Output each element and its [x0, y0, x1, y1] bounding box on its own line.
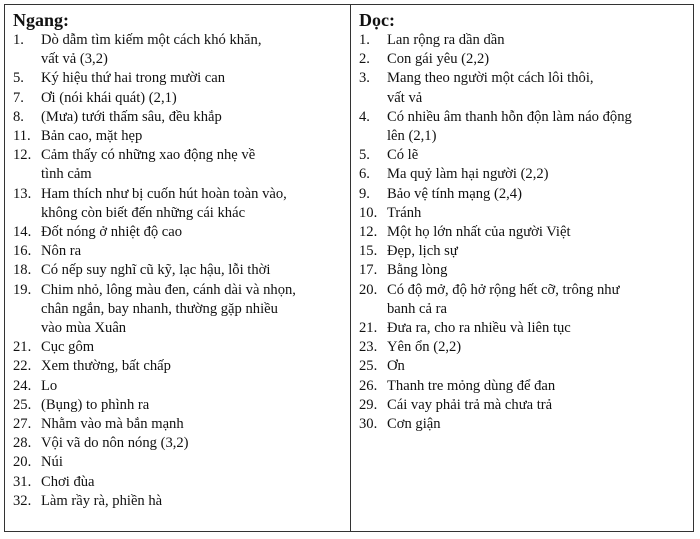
clue-number: 21.: [359, 320, 378, 337]
clue-text: Cơn giận: [387, 416, 441, 433]
clue-number: 27.: [13, 416, 32, 433]
down-clue: [359, 281, 685, 319]
down-clue: [359, 242, 685, 261]
across-clue: [13, 261, 342, 280]
clue-number: 5.: [359, 147, 370, 164]
clue-text: Yên ổn (2,2): [387, 339, 462, 356]
clue-number: 7.: [13, 89, 24, 106]
across-clue: [13, 396, 342, 415]
clue-number: 23.: [359, 339, 378, 356]
clue-text: Vội vã do nôn nóng (3,2): [41, 435, 189, 452]
clue-text: Đốt nóng ở nhiệt độ cao: [41, 224, 183, 241]
clue-number: 4.: [359, 108, 370, 125]
clue-number: 25.: [359, 358, 378, 375]
down-clue: [359, 357, 685, 376]
across-clue: [13, 434, 342, 453]
clue-number: 19.: [13, 281, 32, 298]
clue-number: 11.: [13, 128, 31, 145]
clue-number: 10.: [359, 204, 378, 221]
across-clue: [13, 185, 342, 223]
clue-text: Có nhiều âm thanh hỗn độn làm náo động lên (2,1): [387, 108, 632, 145]
clue-number: 12.: [13, 147, 32, 164]
clue-text: Lo: [41, 377, 58, 394]
across-clue: [13, 108, 342, 127]
clue-text: Bản cao, mặt hẹp: [41, 128, 143, 145]
clue-number: 25.: [13, 396, 32, 413]
clue-text: Thanh tre mỏng dùng để đan: [387, 377, 556, 394]
clue-text: Bảo vệ tính mạng (2,4): [387, 185, 522, 202]
across-clue: [13, 69, 342, 88]
clue-number: 3.: [359, 70, 370, 87]
clue-text: Ma quỷ làm hại người (2,2): [387, 166, 549, 183]
clue-number: 1.: [13, 32, 24, 48]
down-clue: [359, 69, 685, 107]
clue-text: Ham thích như bị cuốn hút hoàn toàn vào, không còn biết đến những cái khác: [41, 185, 287, 221]
down-clue: [359, 108, 685, 146]
clue-number: 6.: [359, 166, 370, 183]
down-clue: [359, 50, 685, 69]
down-clue: [359, 223, 685, 242]
clue-number: 17.: [359, 262, 378, 279]
down-clue: [359, 377, 685, 396]
clue-text: (Mưa) tưới thấm sâu, đều khắp: [41, 108, 222, 125]
clue-number: 2.: [359, 51, 370, 68]
clue-text: Mang theo người một cách lôi thôi, vất vả: [387, 70, 594, 106]
across-clue: [13, 223, 342, 242]
clue-text: Làm rầy rà, phiền hà: [41, 492, 163, 509]
clue-text: Một họ lớn nhất của người Việt: [387, 224, 571, 241]
down-clue: [359, 338, 685, 357]
down-clue: [359, 146, 685, 165]
clue-number: 12.: [359, 224, 378, 241]
clue-text: Đẹp, lịch sự: [387, 243, 458, 260]
clue-text: Ơi (nói khái quát) (2,1): [41, 89, 177, 106]
clue-text: Chơi đùa: [41, 473, 95, 490]
across-clue: [13, 89, 342, 108]
down-clue: [359, 261, 685, 280]
across-clue: [13, 31, 342, 69]
across-clue: [13, 357, 342, 376]
across-clue: [13, 377, 342, 396]
down-clue: [359, 185, 685, 204]
clue-text: (Bụng) to phình ra: [41, 396, 150, 413]
across-heading: Ngang:: [13, 10, 70, 30]
clue-text: Chim nhỏ, lông màu đen, cánh dài và nhọn, chân ngắn, bay nhanh, thường gặp nhiều vào mùa Xuân: [41, 281, 296, 337]
clue-text: Cục gôm: [41, 339, 95, 356]
clue-number: 16.: [13, 243, 32, 260]
down-clue: [359, 165, 685, 184]
clue-number: 1.: [359, 32, 370, 48]
clue-number: 8.: [13, 108, 24, 125]
clue-text: Cái vay phải trả mà chưa trả: [387, 396, 553, 413]
clue-text: Xem thường, bất chấp: [41, 358, 171, 375]
across-clue: [13, 415, 342, 434]
clue-number: 18.: [13, 262, 32, 279]
down-clue: [359, 204, 685, 223]
clue-text: Ký hiệu thứ hai trong mười can: [41, 70, 226, 87]
across-column: [5, 5, 351, 531]
down-clue: [359, 415, 685, 434]
clue-text: Nhằm vào mà bắn mạnh: [41, 416, 184, 433]
clue-number: 13.: [13, 185, 32, 202]
down-column: [351, 5, 693, 531]
clue-text: Có độ mở, độ hở rộng hết cỡ, trông như banh cả ra: [387, 281, 620, 317]
clue-number: 28.: [13, 435, 32, 452]
down-clue: [359, 396, 685, 415]
clue-number: 29.: [359, 396, 378, 413]
clue-number: 21.: [13, 339, 32, 356]
across-clue: [13, 242, 342, 261]
down-clue-list: [359, 31, 685, 434]
crossword-clues-table: [4, 4, 694, 532]
across-clue: [13, 281, 342, 339]
clue-text: Đưa ra, cho ra nhiều và liên tục: [387, 320, 571, 337]
across-clue: [13, 492, 342, 511]
across-clue: [13, 146, 342, 184]
down-clue: [359, 319, 685, 338]
across-clue: [13, 127, 342, 146]
across-clue: [13, 473, 342, 492]
clue-number: 22.: [13, 358, 32, 375]
clue-number: 31.: [13, 473, 32, 490]
across-clue-list: [13, 31, 342, 511]
clue-text: Có lẽ: [387, 147, 419, 164]
across-clue: [13, 453, 342, 472]
clue-number: 32.: [13, 492, 32, 509]
clue-text: Con gái yêu (2,2): [387, 51, 490, 68]
across-clue: [13, 338, 342, 357]
clue-number: 15.: [359, 243, 378, 260]
down-heading: Dọc:: [359, 10, 395, 30]
clue-text: Núi: [41, 454, 63, 471]
clue-text: Tránh: [387, 204, 422, 221]
clue-number: 14.: [13, 224, 32, 241]
clue-number: 9.: [359, 185, 370, 202]
clue-text: Có nếp suy nghĩ cũ kỹ, lạc hậu, lỗi thời: [41, 262, 271, 279]
clue-text: Dò dẫm tìm kiếm một cách khó khăn, vất vả (3,2): [41, 32, 262, 68]
clue-number: 20.: [359, 281, 378, 298]
clue-number: 26.: [359, 377, 378, 394]
clue-text: Ơn: [387, 358, 405, 375]
clue-number: 24.: [13, 377, 32, 394]
clue-number: 20.: [13, 454, 32, 471]
clue-text: Bằng lòng: [387, 262, 448, 279]
clue-number: 5.: [13, 70, 24, 87]
clue-number: 30.: [359, 416, 378, 433]
down-clue: [359, 31, 685, 50]
clue-text: Lan rộng ra dần dần: [387, 32, 505, 48]
clue-text: Cảm thấy có những xao động nhẹ về tình cảm: [41, 147, 256, 183]
clue-text: Nôn ra: [41, 243, 82, 260]
